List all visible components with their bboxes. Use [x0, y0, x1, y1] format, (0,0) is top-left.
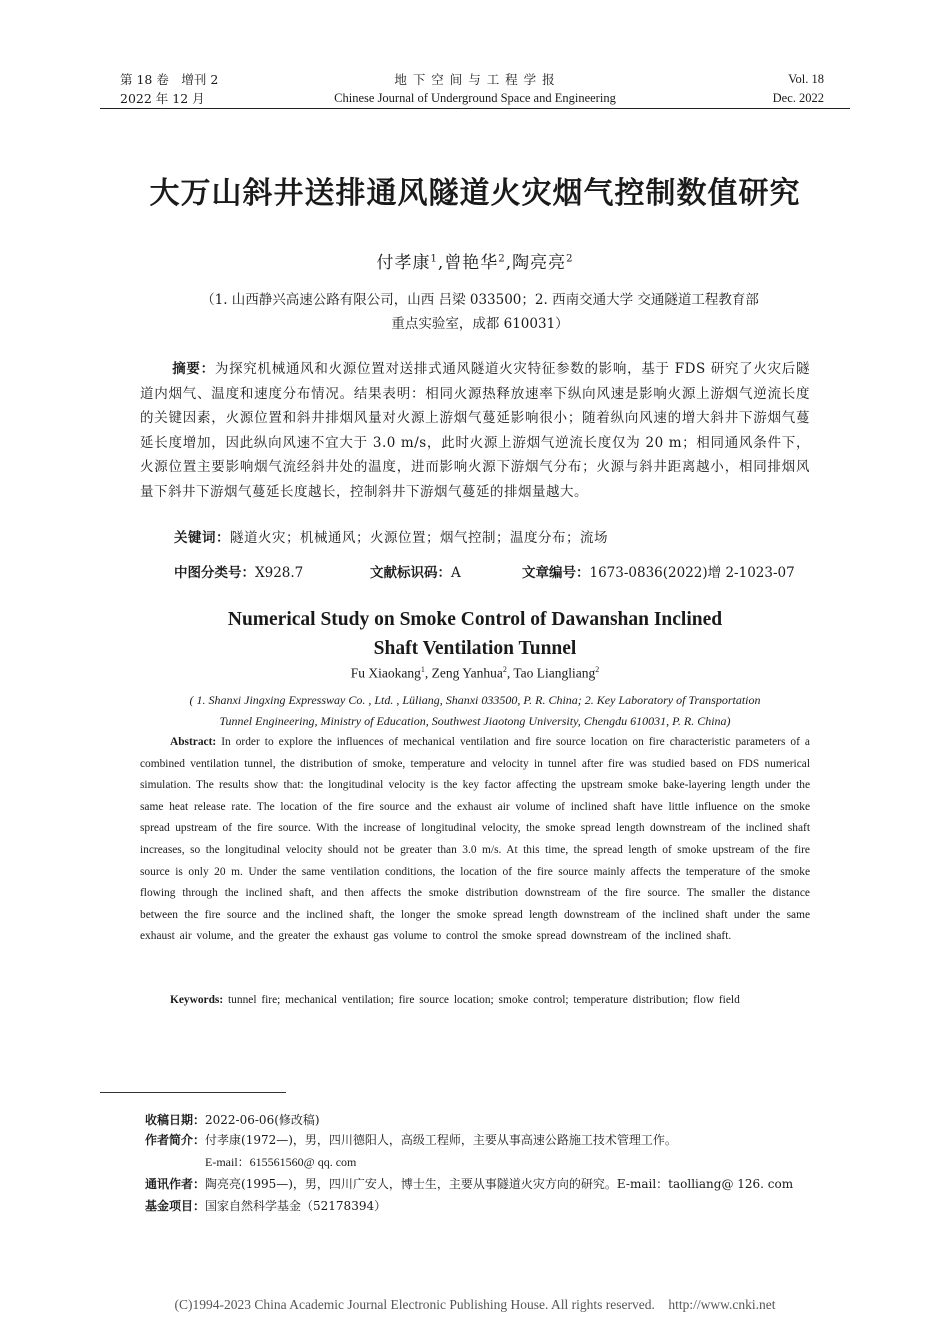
clc-value: X928.7	[255, 565, 304, 581]
corresponding-label: 通讯作者：	[145, 1177, 206, 1191]
author-en-2: Zeng Yanhua	[431, 665, 503, 681]
author-en-1-aff: 1	[420, 665, 425, 674]
affiliation-en-line2: Tunnel Engineering, Ministry of Education, Southwest Jiaotong University, Chengdu 610031, P. R. China)	[219, 714, 731, 728]
footnote-funding	[145, 1197, 386, 1216]
footnote-corresponding	[145, 1175, 793, 1194]
footnote-rule	[100, 1092, 286, 1093]
author-zh-1: 付孝康	[376, 253, 431, 273]
header-volume-zh: 第 18 卷 增刊 2	[120, 72, 219, 87]
abstract-zh-text: 为探究机械通风和火源位置对送排式通风隧道火灾特征参数的影响，基于 FDS 研究了火灾后隧道内烟气、温度和速度分布情况。结果表明：相同火源热释放速率下纵向风速是影响火源上游烟气逆流长度的关键因素，火源位置和斜井排烟风量对火源上游烟气蔓延影响很小；随着纵向风速的增大斜井下游烟气蔓延长度增加，因此纵向风速不宜大于 3.0 m/s，此时火源上游烟气逆流长度仅为 20 m；相同通风条件下，火源位置主要影响烟气流经斜井处的温度，进而影响火源下游烟气分布；火源与斜井距离越小，相同排烟风量下斜井下游烟气蔓延长度越长，控制斜井下游烟气蔓延的排烟量越大。	[140, 361, 811, 500]
header-right	[773, 70, 824, 108]
author-en-3: Tao Liangliang	[513, 665, 596, 681]
art-value: 1673-0836(2022)增 2-1023-07	[589, 565, 795, 581]
document-code	[370, 561, 461, 581]
authors-zh: 付孝康$^1$,曾艳华$^2$,陶亮亮$^2$	[376, 253, 574, 273]
funding-label: 基金项目：	[145, 1199, 206, 1213]
header-date-en: Dec. 2022	[772, 91, 824, 105]
funding-value: 国家自然科学基金（52178394）	[205, 1199, 387, 1213]
received-label: 收稿日期：	[145, 1113, 206, 1127]
authors-en: Fu Xiaokang$^1$, Zeng Yanhua$^2$, Tao Liangliang$^2$	[350, 665, 600, 681]
keywords-zh-label: 关键词：	[174, 530, 230, 546]
affiliation-en	[100, 690, 850, 732]
author-zh-1-aff: 1	[430, 253, 438, 265]
header-journal-en: Chinese Journal of Underground Space and Engineering	[334, 91, 616, 105]
header-journal-zh: 地 下 空 间 与 工 程 学 报	[394, 72, 556, 87]
clc-label: 中图分类号：	[174, 565, 255, 581]
keywords-zh	[174, 526, 608, 546]
header-date-zh: 2022 年 12 月	[120, 91, 205, 106]
title-en-line2: Shaft Ventilation Tunnel	[373, 638, 577, 659]
author-zh-3-aff: 2	[566, 253, 574, 265]
paper-title-zh: 大万山斜井送排通风隧道火灾烟气控制数值研究	[149, 176, 801, 211]
title-en-line1: Numerical Study on Smoke Control of Dawanshan Inclined	[227, 609, 723, 630]
keywords-en	[140, 990, 810, 1012]
author-bio-label: 作者简介：	[145, 1133, 206, 1147]
author-zh-3: 陶亮亮	[512, 253, 567, 273]
keywords-en-text: tunnel fire; mechanical ventilation; fire source location; smoke control; temperature distribution; flow field	[228, 994, 740, 1006]
affiliation-zh-line2: 重点实验室，成都 610031）	[391, 316, 569, 332]
author-en-2-aff: 2	[502, 665, 507, 674]
author-en-3-aff: 2	[595, 665, 600, 674]
author-zh-2-aff: 2	[498, 253, 506, 265]
copyright-notice: (C)1994-2023 China Academic Journal Electronic Publishing House. All rights reserved. http://www.cnki.net	[174, 1297, 776, 1312]
affiliation-zh-line1: （1. 山西静兴高速公路有限公司，山西 吕梁 033500；2. 西南交通大学 交通隧道工程教育部	[201, 292, 759, 308]
paper-title-en	[0, 605, 950, 663]
corresponding-value: 陶亮亮(1995—)，男，四川广安人，博士生，主要从事隧道火灾方向的研究。E-mail：taolliang@ 126. com	[205, 1177, 794, 1191]
art-label: 文章编号：	[522, 565, 590, 581]
footnote-author-email: E-mail：615561560@ qq. com	[205, 1155, 357, 1169]
footnote-author-bio	[145, 1131, 677, 1150]
abstract-en	[140, 732, 810, 948]
header-rule	[100, 108, 850, 109]
author-zh-2: 曾艳华	[444, 253, 499, 273]
abstract-zh	[140, 357, 810, 504]
affiliation-zh	[140, 288, 820, 336]
abstract-en-label: Abstract:	[170, 736, 217, 748]
article-number	[522, 561, 795, 581]
doc-value: A	[451, 565, 461, 581]
footnote-received	[145, 1111, 320, 1130]
author-bio-value: 付孝康(1972—)，男，四川德阳人，高级工程师，主要从事高速公路施工技术管理工作。	[205, 1133, 677, 1147]
author-en-1: Fu Xiaokang	[350, 665, 421, 681]
affiliation-en-line1: ( 1. Shanxi Jingxing Expressway Co. , Ltd. , Lüliang, Shanxi 033500, P. R. China; 2. Key Laboratory of Transportation	[189, 693, 761, 707]
keywords-zh-text: 隧道火灾；机械通风；火源位置；烟气控制；温度分布；流场	[230, 530, 608, 546]
abstract-zh-label: 摘要：	[172, 361, 215, 377]
doc-label: 文献标识码：	[370, 565, 451, 581]
clc-number	[174, 561, 303, 581]
abstract-en-text: In order to explore the influences of mechanical ventilation and fire source location on fire characteristic parameters of a combined ventilation tunnel, the distribution of smoke, temperature and velocity in tunnel after fire was studied based on FDS numerical simulation. The results show that: the longitudinal velocity is the key factor affecting the upstream smoke bake-layering length under the same heat release rate. The location of the fire source and the exhaust air volume of inclined shaft have little influence on the smoke spread upstream of the fire source. With the increase of longitudinal velocity, the smoke spread length downstream of the inclined shaft increases, so the longitudinal velocity should not be greater than 3.0 m/s. At this time, the spread length of smoke upstream of the fire source is only 20 m. Under the same ventilation conditions, the location of the fire source mainly affects the temperature of the smoke flowing through the inclined shaft, and then affects the smoke distribution downstream of the fire source. The smaller the distance between the fire source and the inclined shaft, the longer the smoke spread length downstream of the inclined shaft under the same exhaust air volume, and the greater the exhaust gas volume to control the smoke spread downstream of the inclined shaft.	[140, 736, 810, 943]
header-volume-en: Vol. 18	[788, 72, 824, 86]
received-value: 2022-06-06(修改稿)	[205, 1113, 320, 1127]
keywords-en-label: Keywords:	[170, 994, 224, 1006]
